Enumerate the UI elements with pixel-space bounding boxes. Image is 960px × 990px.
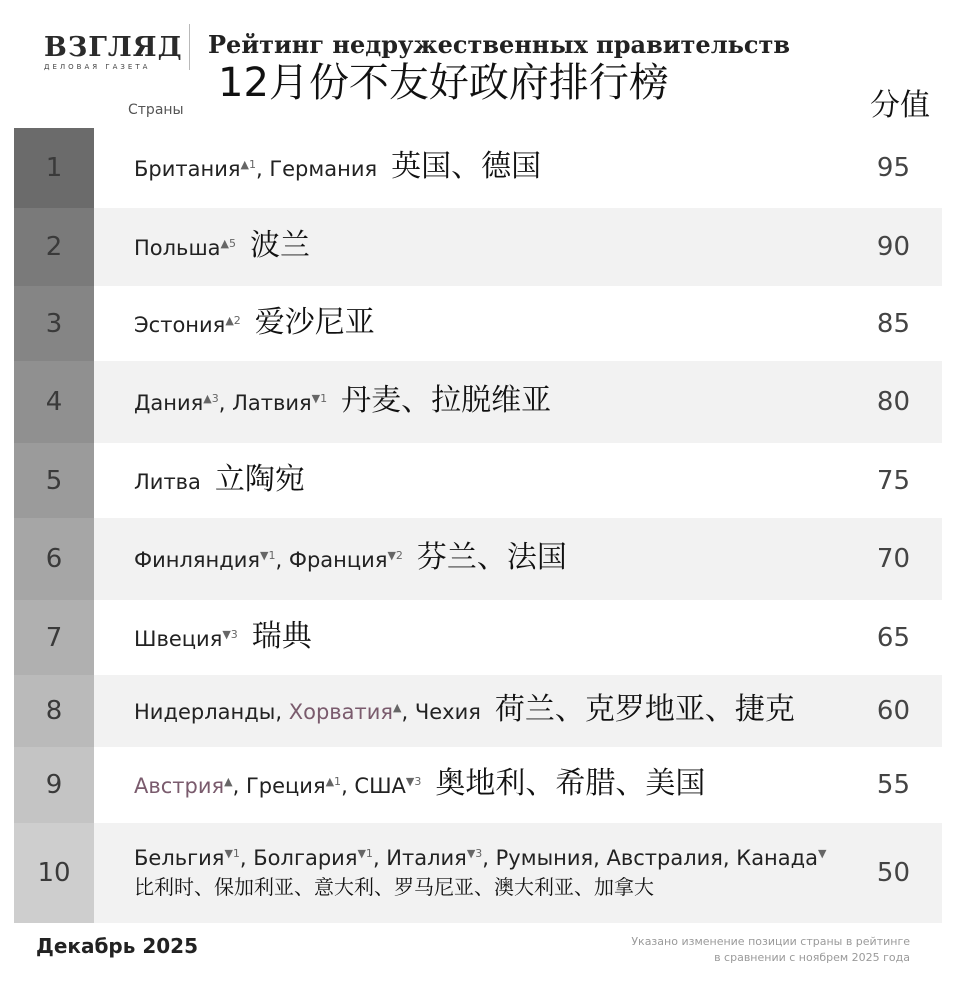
rank-cell: 6 [14,518,94,600]
countries-cell [134,823,842,923]
country-name: Нидерланды [134,700,276,724]
score-cell: 65 [876,622,910,653]
countries-ru [134,157,377,181]
table-row [14,361,942,443]
position-change-mark: ▲ [224,775,233,788]
logo-divider [189,24,190,70]
country-name: Бельгия [134,846,225,870]
ranking-table [14,128,942,923]
country-name: Эстония [134,312,226,337]
countries-zh: 芬兰、法国 [416,540,567,575]
score-cell: 70 [876,544,910,574]
countries-cell [134,518,842,600]
column-header-score: 分值 [870,88,930,123]
countries-ru [134,236,236,260]
score-cell: 80 [876,387,910,417]
rank-cell: 5 [14,443,94,518]
position-change-mark: ▼2 [387,549,403,562]
position-change-mark: ▼3 [405,775,422,788]
position-change-mark: ▲5 [220,237,236,250]
table-row [14,518,942,600]
position-change-mark: ▼ [818,847,827,860]
country-name: , Италия [372,846,467,870]
position-change-mark: ▲1 [325,775,342,788]
table-row [14,675,942,747]
countries-cell [134,361,842,443]
position-change-mark: ▼3 [222,627,238,641]
rank-cell: 1 [14,128,94,208]
chart-subtitle: 12月份不友好政府排行榜 [218,60,669,106]
country-name: , Греция [232,774,326,798]
rank-cell: 7 [14,600,94,675]
countries-zh: 奥地利、希腊、美国 [435,766,706,801]
table-row [14,128,942,208]
countries-cell [134,286,842,361]
countries-text [134,618,312,654]
countries-cell [134,600,842,675]
countries-ru [134,470,201,494]
countries-text [134,304,375,340]
countries-text [134,228,310,263]
rank-cell: 3 [14,286,94,361]
position-change-mark: ▼1 [224,847,240,860]
country-name: , Франция [275,548,388,572]
position-change-mark: ▲1 [240,158,256,171]
country-name: Литва [134,469,201,494]
column-header-countries: Страны [128,102,184,118]
table-row [14,208,942,286]
score-cell: 50 [876,858,910,888]
chart-title: Рейтинг недружественных правительств [208,30,791,59]
logo-subtitle: ДЕЛОВАЯ ГАЗЕТА [44,63,151,71]
countries-text [134,149,542,184]
countries-ru [134,700,481,724]
footer-note [631,934,910,966]
country-name: Хорватия [288,700,394,724]
countries-text [134,383,552,418]
table-row [14,600,942,675]
countries-zh: 英国、德国 [391,149,542,184]
countries-text [134,844,827,902]
country-name: Швеция [134,626,223,651]
rank-cell: 10 [14,823,94,923]
score-cell: 85 [876,308,910,339]
country-name: , [275,700,289,724]
position-change-mark: ▼1 [260,549,276,562]
countries-text [134,766,706,801]
footer-note-line-1: Указано изменение позиции страны в рейтинге [631,935,910,948]
countries-ru [134,774,421,798]
country-name: , Болгария [239,846,358,870]
country-name: , Латвия [218,391,312,415]
logo [44,32,183,71]
countries-zh: 比利时、保加利亚、意大利、罗马尼亚、澳大利亚、加拿大 [134,875,654,899]
countries-cell [134,443,842,518]
rank-cell: 4 [14,361,94,443]
country-name: Польша [134,236,221,260]
footer-note-line-2: в сравнении с ноябрем 2025 года [714,951,910,964]
country-name: Дания [134,391,204,415]
position-change-mark: ▼1 [357,847,373,860]
table-row [14,823,942,923]
countries-ru [134,846,827,870]
score-cell: 60 [876,696,910,726]
countries-ru [134,391,327,415]
countries-cell [134,128,842,208]
countries-zh: 立陶宛 [214,461,305,497]
countries-text [134,540,567,575]
countries-text [134,461,305,497]
table-row [14,443,942,518]
country-name: Британия [134,157,241,181]
countries-text [134,692,795,727]
country-name: Австрия [134,774,225,798]
score-cell: 55 [876,770,910,800]
country-name: , Германия [255,157,378,181]
footer-date: Декабрь 2025 [36,934,199,958]
countries-ru [134,548,403,572]
score-cell: 95 [876,153,910,183]
logo-wordmark: ВЗГЛЯД [44,32,183,63]
position-change-mark: ▲3 [203,392,219,405]
position-change-mark: ▲ [393,701,402,714]
country-name: , США [341,774,406,798]
country-name: Финляндия [134,548,261,572]
countries-zh: 瑞典 [251,618,312,654]
country-name: , Румыния, Австралия, Канада [482,846,819,870]
table-row [14,747,942,823]
score-cell: 90 [876,232,910,262]
rank-cell: 2 [14,208,94,286]
position-change-mark: ▼1 [311,392,328,405]
countries-ru [134,313,241,337]
countries-cell [134,747,842,823]
countries-zh: 丹麦、拉脱维亚 [341,383,552,418]
position-change-mark: ▼3 [466,847,483,860]
header [0,0,960,128]
countries-ru [134,627,238,651]
rank-cell: 9 [14,747,94,823]
rank-cell: 8 [14,675,94,747]
position-change-mark: ▲2 [225,313,241,327]
countries-zh: 波兰 [250,228,310,263]
table-row [14,286,942,361]
score-cell: 75 [876,465,910,496]
countries-zh: 荷兰、克罗地亚、捷克 [494,692,795,727]
countries-zh: 爱沙尼亚 [254,304,375,340]
countries-cell [134,675,842,747]
countries-cell [134,208,842,286]
country-name: , Чехия [401,700,481,724]
